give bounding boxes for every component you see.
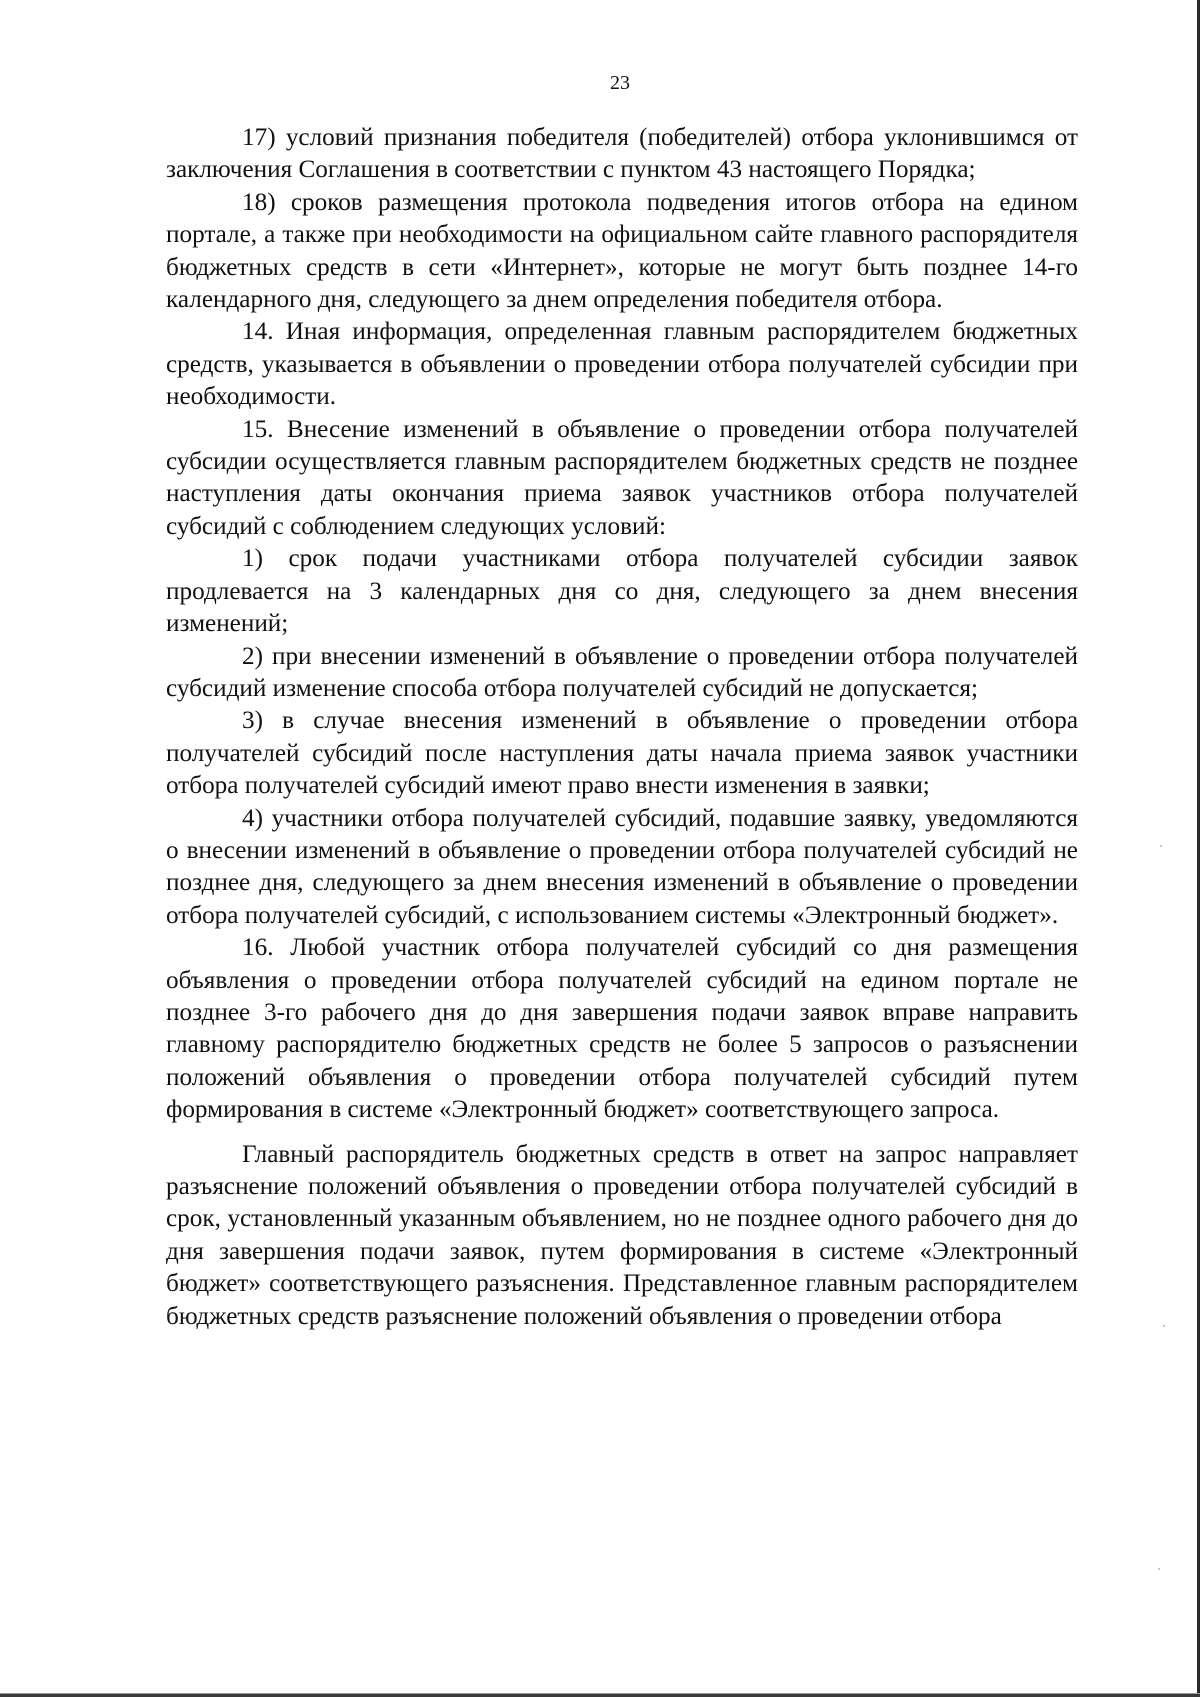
scan-speck bbox=[1160, 845, 1162, 847]
paragraph-section-15-item-1: 1) срок подачи участниками отбора получателей субсидии заявок продлевается на 3 календарных дня со дня, следующего за днем внесения изменений; bbox=[166, 545, 1078, 638]
paragraph-section-15-item-4: 4) участники отбора получателей субсидий, подавшие заявку, уведомляются о внесении изменений в объявление о проведении отбора получателей субсидий не позднее дня, следующего за днем внесения изменений в объявление о проведении отбора получателей субсидий, с использованием системы «Электронный бюджет». bbox=[166, 804, 1078, 929]
scan-speck bbox=[1158, 1568, 1160, 1570]
paragraph-item-18: 18) сроков размещения протокола подведения итогов отбора на едином портале, а также при необходимости на официальном сайте главного распорядителя бюджетных средств в сети «Интернет», которые не могут быть позднее 14-го календарного дня, следующего за днем определения победителя отбора. bbox=[166, 188, 1078, 314]
paragraph-section-16: 16. Любой участник отбора получателей субсидий со дня размещения объявления о проведении отбора получателей субсидий на едином портале не позднее 3-го рабочего дня до дня завершения подачи заявок вправе направить главному распорядителю бюджетных средств не более 5 запросов о разъяснении положений объявления о проведении отбора получателей субсидий путем формирования в системе «Электронный бюджет» соответствующего запроса. bbox=[166, 934, 1078, 1124]
paragraph-section-15-item-2: 2) при внесении изменений в объявление о проведении отбора получателей субсидий изменение способа отбора получателей субсидий не допускается; bbox=[166, 642, 1078, 702]
paragraph-section-15: 15. Внесение изменений в объявление о проведении отбора получателей субсидии осуществляется главным распорядителем бюджетных средств не позднее наступления даты окончания приема заявок участников отбора получателей субсидий с соблюдением следующих условий: bbox=[166, 415, 1078, 540]
paragraph-item-17: 17) условий признания победителя (победителей) отбора уклонившимся от заключения Соглашения в соответствии с пунктом 43 настоящего Порядка; bbox=[166, 124, 1078, 184]
paragraph-section-14: 14. Иная информация, определенная главным распорядителем бюджетных средств, указывается в объявлении о проведении отбора получателей субсидии при необходимости. bbox=[166, 318, 1078, 411]
paragraph-section-15-item-3: 3) в случае внесения изменений в объявление о проведении отбора получателей субсидий после наступления даты начала приема заявок участники отбора получателей субсидий имеют право внести изменения в заявки; bbox=[166, 707, 1078, 800]
page-number: 23 bbox=[610, 72, 630, 94]
scan-speck bbox=[1163, 1325, 1165, 1327]
document-body bbox=[166, 122, 1078, 1333]
paragraph-section-16-response: Главный распорядитель бюджетных средств в ответ на запрос направляет разъяснение положений объявления о проведении отбора получателей субсидий в срок, установленный указанным объявлением, но не позднее одного рабочего дня до дня завершения подачи заявок, путем формирования в системе «Электронный бюджет» соответствующего разъяснения. Представленное главным распорядителем бюджетных средств разъяснение положений объявления о проведении отбора bbox=[166, 1140, 1078, 1330]
